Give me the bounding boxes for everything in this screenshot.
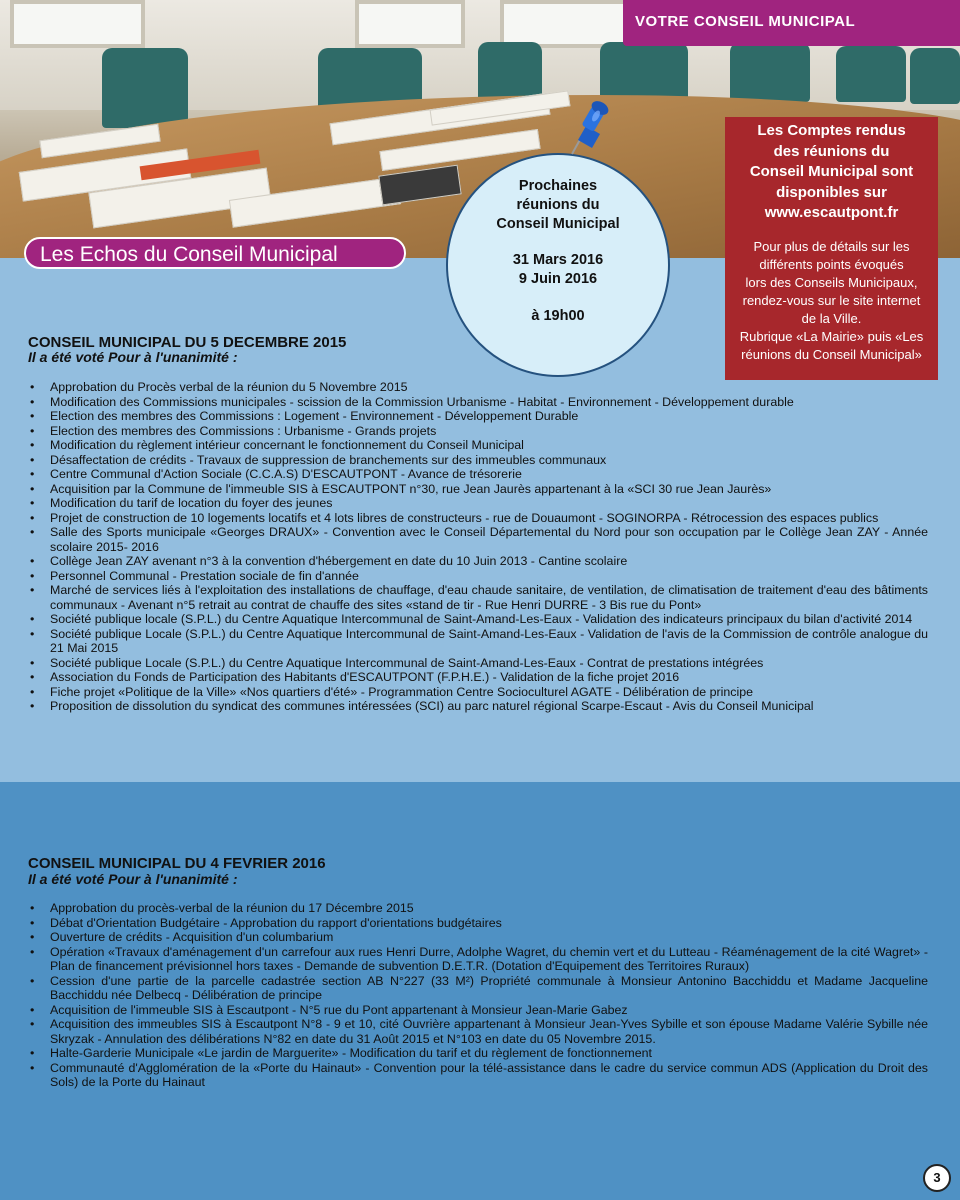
upcoming-meetings-circle — [446, 153, 670, 377]
meetings-heading-line: réunions du — [516, 197, 600, 213]
list-item: • Modification du tarif de location du foyer des jeunes — [30, 496, 928, 511]
section-banner — [623, 0, 960, 46]
info-headline-line: Conseil Municipal sont — [749, 163, 914, 180]
info-headline-line: Les Comptes rendus — [757, 122, 906, 139]
echos-title: Les Echos du Conseil Municipal — [40, 243, 338, 266]
info-detail-line: Rubrique «La Mairie» puis «Les — [739, 328, 924, 344]
section2-subtitle: Il a été voté Pour à l'unanimité : — [28, 871, 238, 887]
list-item: • Marché de services liés à l'exploitation des installations de chauffage, d'eau chaude sanitaire, de ventilation, de climatisation de traitement d'eau des bâtiments communaux - Avenant n°5 retrait au contrat de chauffe des sites «stand de tir - Rue Henri DURRE - 3 Bis rue du Pont» — [30, 583, 928, 612]
info-detail-line: réunions du Conseil Municipal» — [741, 346, 922, 362]
meetings-heading-line: Prochaines — [518, 178, 598, 194]
list-item: • Modification du règlement intérieur concernant le fonctionnement du Conseil Municipal — [30, 438, 928, 453]
list-item: • Société publique Locale (S.P.L.) du Centre Aquatique Intercommunal de Saint-Amand-Les-Eaux - Contrat de prestations intégrées — [30, 656, 928, 671]
section1-title: CONSEIL MUNICIPAL DU 5 DECEMBRE 2015 — [28, 334, 347, 351]
info-detail-line: Pour plus de détails sur les — [753, 238, 910, 254]
list-item: • Cession d'une partie de la parcelle cadastrée section AB N°227 (33 M²) Propriété communale à Monsieur Antonino Bacchiddu et Madame Jacqueline Bacchiddu née Delbecq - Délibération de principe — [30, 974, 928, 1003]
section2-title: CONSEIL MUNICIPAL DU 4 FEVRIER 2016 — [28, 855, 326, 872]
section2-items — [30, 901, 928, 1090]
list-item: • Acquisition de l'immeuble SIS à Escautpont - N°5 rue du Pont appartenant à Monsieur Jean-Marie Gabez — [30, 1003, 928, 1018]
minutes-info-box — [725, 117, 938, 380]
list-item: • Proposition de dissolution du syndicat des communes intéressées (SCI) au parc naturel régional Scarpe-Escaut - Avis du Conseil Municipal — [30, 699, 928, 714]
info-headline-line: disponibles sur — [776, 183, 887, 201]
list-item: • Election des membres des Commissions : Urbanisme - Grands projets — [30, 424, 928, 439]
list-item: • Communauté d'Agglomération de la «Porte du Hainaut» - Convention pour la télé-assistance dans le cadre du service commun ADS (Application du Droit des Sols) de la Porte du Hainaut — [30, 1061, 928, 1090]
info-headline-line: des réunions du — [773, 142, 890, 160]
list-item: • Modification des Commissions municipales - scission de la Commission Urbanisme - Habitat - Environnement - Développement durable — [30, 395, 928, 410]
list-item: • Société publique Locale (S.P.L.) du Centre Aquatique Intercommunal de Saint-Amand-Les-Eaux - Validation de l'avis de la Commission de contrôle analogue du 21 Mai 2015 — [30, 627, 928, 656]
website-link[interactable]: www.escautpont.fr — [764, 204, 899, 221]
list-item: • Halte-Garderie Municipale «Le jardin de Marguerite» - Modification du tarif et du règlement de fonctionnement — [30, 1046, 928, 1061]
list-item: • Approbation du procès-verbal de la réunion du 17 Décembre 2015 — [30, 901, 928, 916]
list-item: • Projet de construction de 10 logements locatifs et 4 lots libres de constructeurs - rue de Douaumont - SOGINORPA - Rétrocession des espaces publics — [30, 511, 928, 526]
meeting-date: 9 Juin 2016 — [518, 271, 598, 287]
info-detail-line: lors des Conseils Municipaux, — [745, 274, 918, 290]
info-detail-line: différents points évoqués — [759, 256, 904, 272]
section1-subtitle: Il a été voté Pour à l'unanimité : — [28, 349, 238, 365]
meeting-dates — [448, 251, 668, 289]
list-item: • Collège Jean ZAY avenant n°3 à la convention d'hébergement en date du 10 Juin 2013 - Cantine scolaire — [30, 554, 928, 569]
pushpin-icon — [560, 96, 610, 166]
info-headline — [731, 121, 932, 224]
list-item: • Désaffectation de crédits - Travaux de suppression de branchements sur des immeubles communaux — [30, 453, 928, 468]
meeting-time: à 19h00 — [531, 308, 585, 324]
meetings-heading — [448, 177, 668, 234]
list-item: • Acquisition par la Commune de l'immeuble SIS à ESCAUTPONT n°30, rue Jean Jaurès appartenant à la «SCI 30 rue Jean Jaurès» — [30, 482, 928, 497]
list-item: • Ouverture de crédits - Acquisition d'un columbarium — [30, 930, 928, 945]
list-item: • Personnel Communal - Prestation sociale de fin d'année — [30, 569, 928, 584]
info-detail-line: de la Ville. — [801, 310, 862, 326]
list-item: • Centre Communal d'Action Sociale (C.C.A.S) D'ESCAUTPONT - Avance de trésorerie — [30, 467, 928, 482]
list-item: • Débat d'Orientation Budgétaire - Approbation du rapport d'orientations budgétaires — [30, 916, 928, 931]
list-item: • Approbation du Procès verbal de la réunion du 5 Novembre 2015 — [30, 380, 928, 395]
list-item: • Opération «Travaux d'aménagement d'un carrefour aux rues Henri Durre, Adolphe Wagret, du chemin vert et du Lutteau - Réaménagement de la cité Wagret» - Plan de financement prévisionnel hors taxes - Demande de subvention D.E.T.R. (Dotation d'Equipement des Territoires Ruraux) — [30, 945, 928, 974]
info-detail-line: rendez-vous sur le site internet — [742, 292, 921, 308]
list-item: • Election des membres des Commissions : Logement - Environnement - Développement Durable — [30, 409, 928, 424]
info-details — [731, 238, 932, 364]
list-item: • Acquisition des immeubles SIS à Escautpont N°8 - 9 et 10, cité Ouvrière appartenant à Monsieur Jean-Yves Sybille et son épouse Madame Valérie Sybille née Skryzak - Annulation des délibérations N°82 en date du 31 Août 2015 et N°103 en date du 05 Novembre 2015. — [30, 1017, 928, 1046]
list-item: • Salle des Sports municipale «Georges DRAUX» - Convention avec le Conseil Départemental du Nord pour son occupation par le Collège Jean ZAY - Année scolaire 2015- 2016 — [30, 525, 928, 554]
list-item: • Fiche projet «Politique de la Ville» «Nos quartiers d'été» - Programmation Centre Socioculturel AGATE - Délibération de principe — [30, 685, 928, 700]
meeting-date: 31 Mars 2016 — [512, 252, 604, 268]
section1-items — [30, 380, 928, 714]
list-item: • Association du Fonds de Participation des Habitants d'ESCAUTPONT (F.P.H.E.) - Validation de la fiche projet 2016 — [30, 670, 928, 685]
meetings-heading-line: Conseil Municipal — [496, 216, 620, 232]
echos-title-badge — [24, 237, 406, 269]
page-number: 3 — [923, 1164, 951, 1192]
list-item: • Société publique locale (S.P.L.) du Centre Aquatique Intercommunal de Saint-Amand-Les-Eaux - Validation des indicateurs principaux du bilan d'activité 2014 — [30, 612, 928, 627]
section-banner-text: VOTRE CONSEIL MUNICIPAL — [635, 13, 856, 30]
